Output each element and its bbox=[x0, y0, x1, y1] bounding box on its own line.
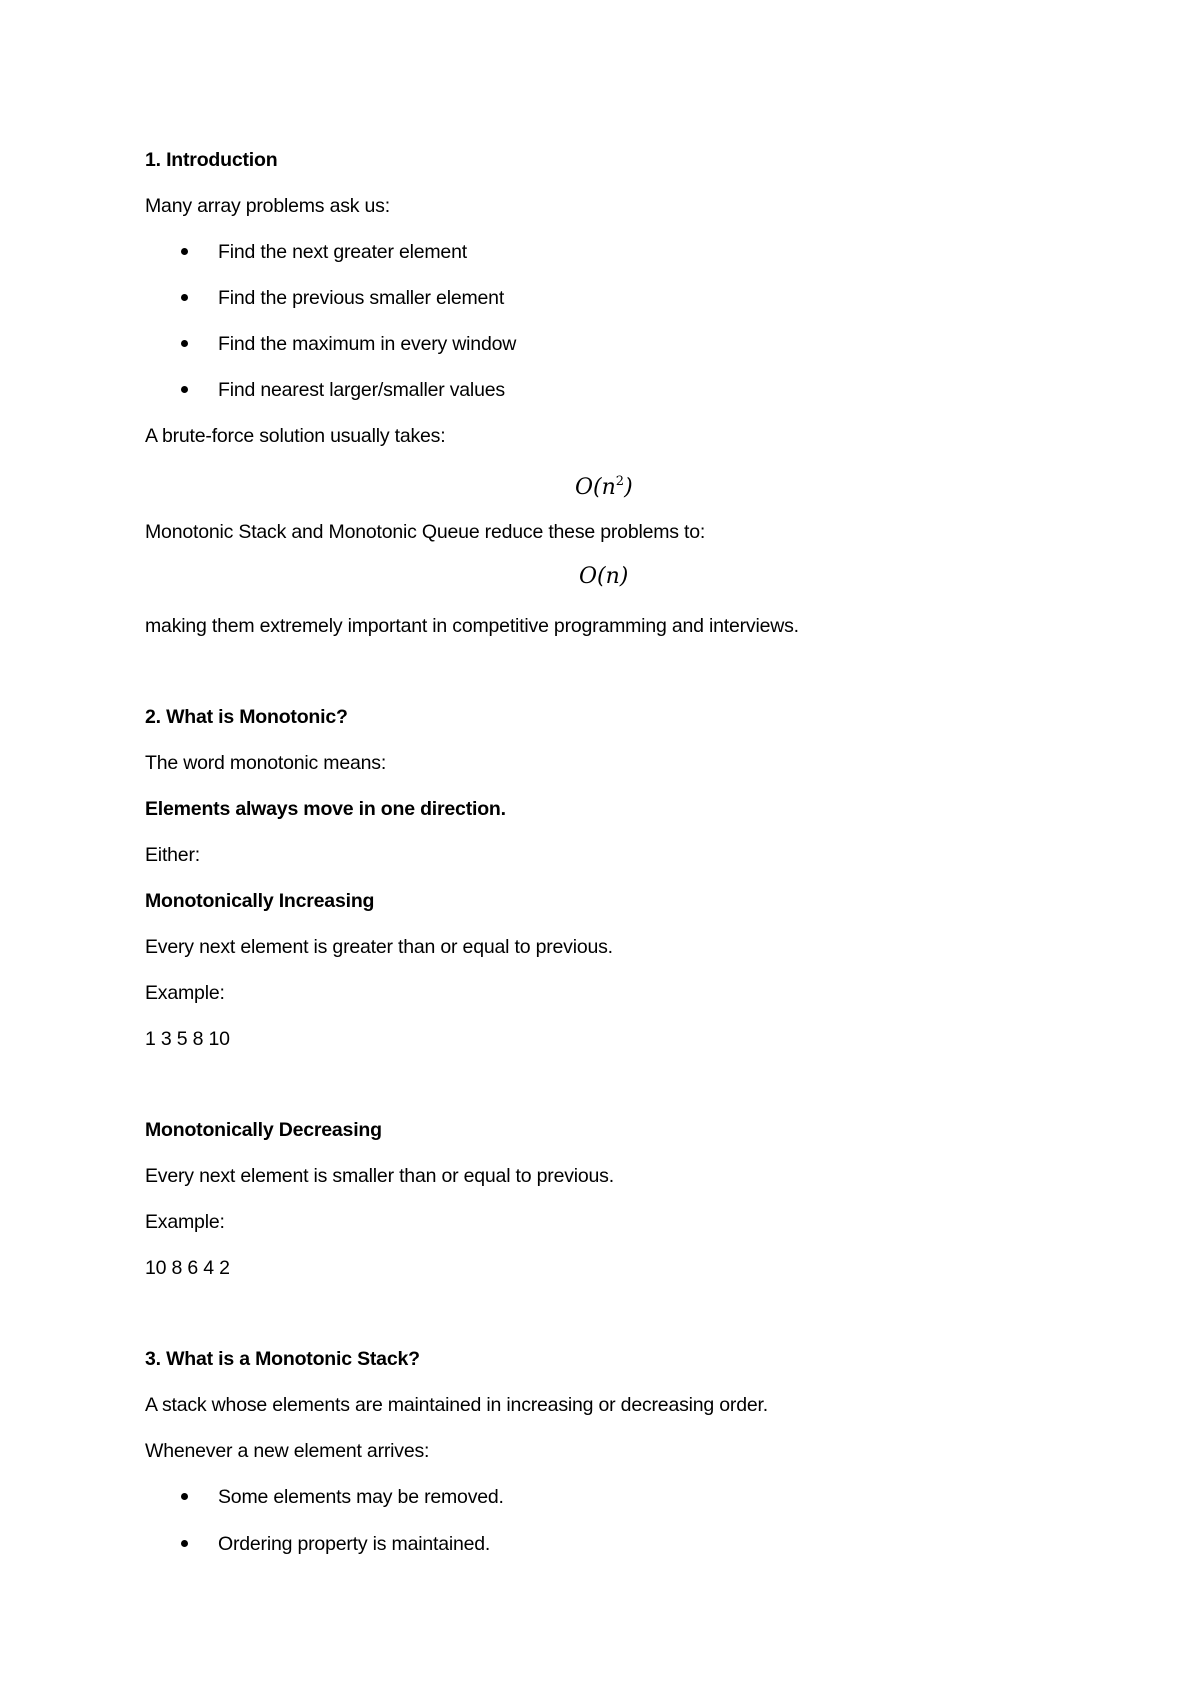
bullet-icon bbox=[181, 294, 188, 301]
formula-quadratic-base: O(n bbox=[575, 475, 616, 500]
either-label: Either: bbox=[145, 844, 200, 866]
increasing-example-label: Example: bbox=[145, 982, 225, 1004]
increasing-description: Every next element is greater than or equal to previous. bbox=[145, 936, 613, 958]
list-item: Find the maximum in every window bbox=[218, 333, 517, 355]
formula-linear: O(n) bbox=[579, 564, 629, 589]
brute-force-text: A brute-force solution usually takes: bbox=[145, 425, 446, 447]
decreasing-example-label: Example: bbox=[145, 1211, 225, 1233]
section-3-heading: 3. What is a Monotonic Stack? bbox=[145, 1348, 420, 1370]
bullet-icon bbox=[181, 1493, 188, 1500]
list-item: Find the next greater element bbox=[218, 241, 467, 263]
monotonic-definition: Elements always move in one direction. bbox=[145, 798, 506, 820]
formula-quadratic-exponent: 2 bbox=[615, 474, 625, 489]
bullet-icon bbox=[181, 1540, 188, 1547]
section-1-intro: Many array problems ask us: bbox=[145, 195, 390, 217]
formula-quadratic-close: ) bbox=[624, 475, 633, 500]
increasing-heading: Monotonically Increasing bbox=[145, 890, 375, 912]
stack-definition: A stack whose elements are maintained in increasing or decreasing order. bbox=[145, 1394, 768, 1416]
list-item: Find nearest larger/smaller values bbox=[218, 379, 505, 401]
formula-quadratic bbox=[575, 469, 633, 501]
section-2-intro: The word monotonic means: bbox=[145, 752, 387, 774]
bullet-icon bbox=[181, 340, 188, 347]
bullet-icon bbox=[181, 248, 188, 255]
reduce-text: Monotonic Stack and Monotonic Queue reduce these problems to: bbox=[145, 521, 706, 543]
list-item: Some elements may be removed. bbox=[218, 1486, 504, 1508]
section-3-intro: Whenever a new element arrives: bbox=[145, 1440, 430, 1462]
conclusion-text: making them extremely important in competitive programming and interviews. bbox=[145, 615, 799, 637]
list-item: Ordering property is maintained. bbox=[218, 1533, 491, 1555]
decreasing-description: Every next element is smaller than or equal to previous. bbox=[145, 1165, 614, 1187]
decreasing-example: 10 8 6 4 2 bbox=[145, 1257, 230, 1279]
section-2-heading: 2. What is Monotonic? bbox=[145, 706, 348, 728]
section-1-heading: 1. Introduction bbox=[145, 149, 278, 171]
decreasing-heading: Monotonically Decreasing bbox=[145, 1119, 382, 1141]
increasing-example: 1 3 5 8 10 bbox=[145, 1028, 230, 1050]
list-item: Find the previous smaller element bbox=[218, 287, 505, 309]
bullet-icon bbox=[181, 386, 188, 393]
